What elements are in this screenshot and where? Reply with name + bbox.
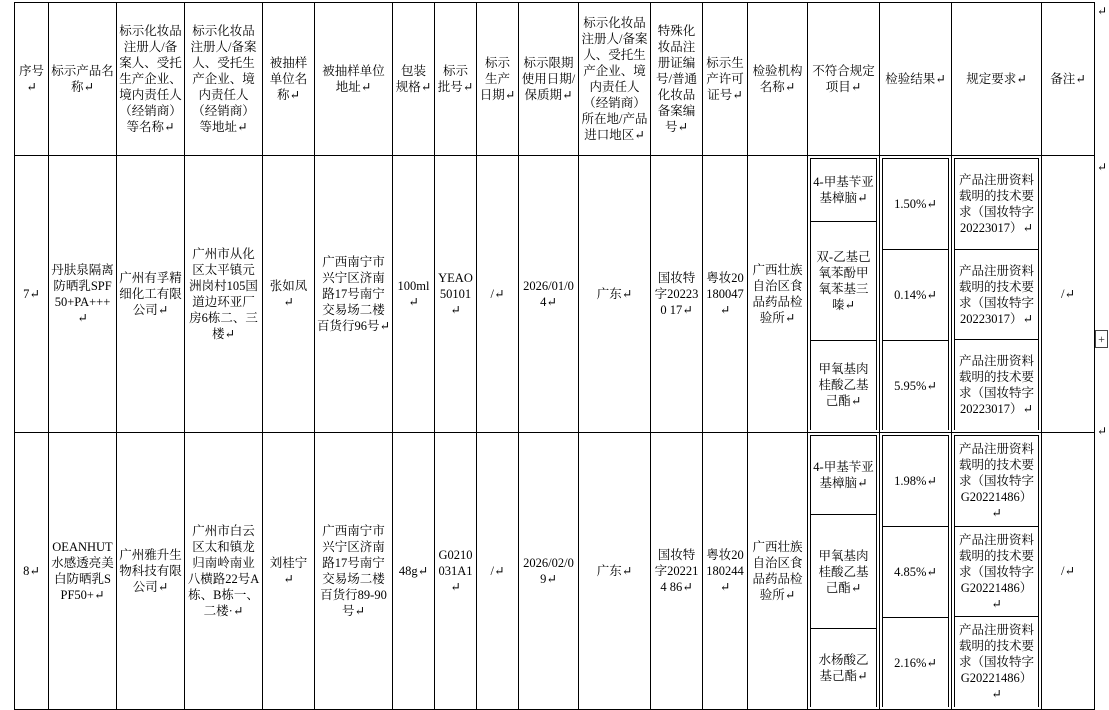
header-sampled-unit-address: 被抽样单位地址↵ [315, 3, 393, 156]
cell-registrant-address: 广州市白云区太和镇龙归南岭南业八横路22号A栋、B栋一、二楼·↵ [185, 433, 263, 710]
requirement-list [954, 435, 1039, 707]
margin-markers [1095, 0, 1109, 700]
test-result-list [882, 158, 949, 430]
list-item: 1.50%↵ [883, 159, 949, 250]
list-item: 2.16%↵ [883, 618, 949, 707]
list-item: 4-甲基苄亚基樟脑↵ [811, 436, 877, 515]
table-header-row [15, 3, 1095, 156]
cell-batch-no: YEAO50101↵ [435, 156, 477, 433]
cell-nonconforming-items [808, 433, 880, 710]
cell-nonconforming-items [808, 156, 880, 433]
cell-region: 广东↵ [579, 156, 651, 433]
list-item: 产品注册资料载明的技术要求（国妆特字20223017）↵ [955, 159, 1039, 250]
paragraph-mark: ↵ [1096, 4, 1107, 18]
header-test-result: 检验结果↵ [880, 3, 952, 156]
header-license-no: 标示生产许可证号↵ [703, 3, 748, 156]
cell-sampled-unit-address: 广西南宁市兴宁区济南路17号南宁交易场二楼百货行96号↵ [315, 156, 393, 433]
paragraph-mark: ↵ [1096, 424, 1107, 438]
cell-requirements [952, 433, 1042, 710]
cell-seq: 8↵ [15, 433, 49, 710]
requirement-list [954, 158, 1039, 430]
cell-product-name: OEANHUT水感透亮美白防晒乳SPF50+↵ [49, 433, 117, 710]
header-seq: 序号↵ [15, 3, 49, 156]
table-row [15, 433, 1095, 710]
header-region: 标示化妆品注册人/备案人、受托生产企业、境内责任人（经销商）所在地/产品进口地区↵ [579, 3, 651, 156]
test-result-list [882, 435, 949, 707]
header-product-name: 标示产品名称↵ [49, 3, 117, 156]
nonconforming-item-list [810, 158, 877, 430]
table-row [15, 156, 1095, 433]
cell-remark: /↵ [1042, 433, 1095, 710]
cell-inspection-org: 广西壮族自治区食品药品检验所↵ [748, 156, 808, 433]
header-record-no: 特殊化妆品注册证编号/普通化妆品备案编号↵ [651, 3, 703, 156]
cell-registrant-name: 广州有孚精细化工有限公司↵ [117, 156, 185, 433]
list-item: 水杨酸乙基己酯↵ [811, 629, 877, 707]
cell-expiry-date: 2026/02/09↵ [519, 433, 579, 710]
list-item: 1.98%↵ [883, 436, 949, 527]
cell-region: 广东↵ [579, 433, 651, 710]
cell-test-results [880, 156, 952, 433]
cell-registrant-name: 广州雅升生物科技有限公司↵ [117, 433, 185, 710]
cell-expiry-date: 2026/01/04↵ [519, 156, 579, 433]
zoom-in-button[interactable]: + [1095, 330, 1108, 348]
header-inspection-org: 检验机构名称↵ [748, 3, 808, 156]
cell-batch-no: G0210031A1↵ [435, 433, 477, 710]
header-package-spec: 包装规格↵ [393, 3, 435, 156]
header-registrant-address: 标示化妆品注册人/备案人、受托生产企业、境内责任人（经销商）等地址↵ [185, 3, 263, 156]
cell-license-no: 粤妆20180244↵ [703, 433, 748, 710]
cell-registrant-address: 广州市从化区太平镇元洲岗村105国道边环亚厂房6栋二、三楼↵ [185, 156, 263, 433]
cell-production-date: /↵ [477, 433, 519, 710]
header-production-date: 标示生产日期↵ [477, 3, 519, 156]
header-nonconforming-item: 不符合规定项目↵ [808, 3, 880, 156]
list-item: 双-乙基己氧苯酚甲氧苯基三嗪↵ [811, 222, 877, 340]
header-sampled-unit-name: 被抽样单位名称↵ [263, 3, 315, 156]
nonconforming-item-list [810, 435, 877, 707]
cell-package-spec: 100ml↵ [393, 156, 435, 433]
list-item: 产品注册资料载明的技术要求（国妆特字G20221486）↵ [955, 436, 1039, 527]
paragraph-mark: ↵ [1096, 160, 1107, 174]
list-item: 产品注册资料载明的技术要求（国妆特字G20221486）↵ [955, 617, 1039, 707]
cell-product-name: 丹肤泉隔离防晒乳SPF50+PA+++↵ [49, 156, 117, 433]
list-item: 产品注册资料载明的技术要求（国妆特字20223017）↵ [955, 249, 1039, 340]
cell-remark: /↵ [1042, 156, 1095, 433]
header-batch-no: 标示批号↵ [435, 3, 477, 156]
cell-production-date: /↵ [477, 156, 519, 433]
cell-package-spec: 48g↵ [393, 433, 435, 710]
cell-sampled-unit-name: 张如凤↵ [263, 156, 315, 433]
list-item: 4.85%↵ [883, 527, 949, 618]
list-item: 5.95%↵ [883, 341, 949, 430]
header-registrant-name: 标示化妆品注册人/备案人、受托生产企业、境内责任人（经销商）等名称↵ [117, 3, 185, 156]
cell-inspection-org: 广西壮族自治区食品药品检验所↵ [748, 433, 808, 710]
header-expiry-date: 标示限期使用日期/保质期↵ [519, 3, 579, 156]
list-item: 产品注册资料载明的技术要求（国妆特字20223017）↵ [955, 340, 1039, 430]
cell-requirements [952, 156, 1042, 433]
list-item: 甲氧基肉桂酸乙基己酯↵ [811, 515, 877, 629]
list-item: 4-甲基苄亚基樟脑↵ [811, 159, 877, 222]
list-item: 产品注册资料载明的技术要求（国妆特字G20221486）↵ [955, 526, 1039, 617]
list-item: 0.14%↵ [883, 250, 949, 341]
cell-test-results [880, 433, 952, 710]
cell-sampled-unit-address: 广西南宁市兴宁区济南路17号南宁交易场二楼百货行89-90号↵ [315, 433, 393, 710]
list-item: 甲氧基肉桂酸乙基己酯↵ [811, 340, 877, 430]
cell-record-no: 国妆特字202230 17↵ [651, 156, 703, 433]
cell-sampled-unit-name: 刘桂宁↵ [263, 433, 315, 710]
cell-seq: 7↵ [15, 156, 49, 433]
header-remark: 备注↵ [1042, 3, 1095, 156]
header-requirement: 规定要求↵ [952, 3, 1042, 156]
cell-license-no: 粤妆20180047↵ [703, 156, 748, 433]
inspection-results-table [14, 2, 1095, 710]
cell-record-no: 国妆特字202214 86↵ [651, 433, 703, 710]
